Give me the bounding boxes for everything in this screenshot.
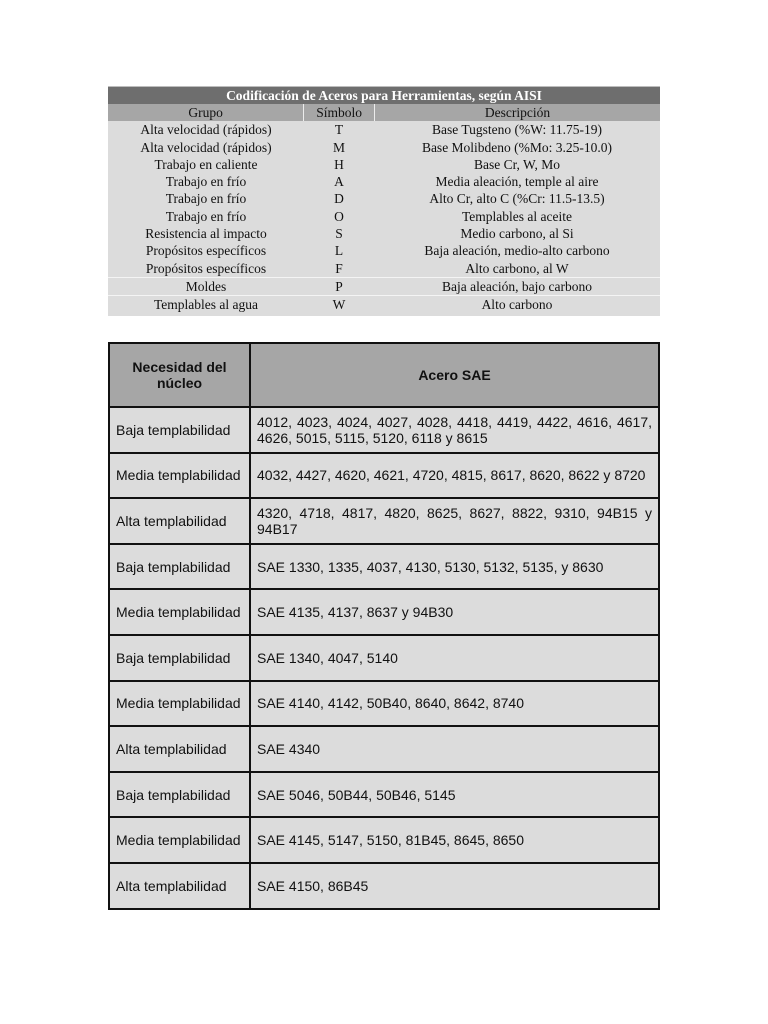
aisi-cell-description: Base Molibdeno (%Mo: 3.25-10.0) bbox=[421, 139, 613, 155]
sae-cell-hardenability: Alta templabilidad bbox=[109, 498, 250, 544]
aisi-table-title: Codificación de Aceros para Herramientas, según AISI bbox=[108, 86, 660, 104]
aisi-row bbox=[108, 260, 660, 277]
sae-cell-hardenability: Baja templabilidad bbox=[109, 407, 250, 453]
sae-row bbox=[109, 589, 659, 635]
aisi-row bbox=[108, 208, 660, 225]
sae-cell-hardenability: Alta templabilidad bbox=[109, 726, 250, 772]
aisi-cell-symbol: W bbox=[332, 297, 346, 313]
sae-cell-steels: SAE 4145, 5147, 5150, 81B45, 8645, 8650 bbox=[250, 817, 659, 863]
aisi-cell-symbol: F bbox=[335, 260, 343, 276]
aisi-cell-symbol: M bbox=[332, 139, 345, 155]
sae-cell-hardenability: Media templabilidad bbox=[109, 453, 250, 499]
aisi-cell-description: Medio carbono, al Si bbox=[460, 226, 574, 242]
aisi-cell-group: Propósitos específicos bbox=[145, 260, 267, 276]
sae-header-row bbox=[109, 343, 659, 407]
sae-cell-hardenability: Alta templabilidad bbox=[109, 863, 250, 909]
aisi-cell-group: Trabajo en frío bbox=[165, 191, 247, 207]
aisi-row bbox=[108, 242, 660, 259]
sae-cell-hardenability: Media templabilidad bbox=[109, 681, 250, 727]
sae-row bbox=[109, 772, 659, 818]
aisi-cell-group: Resistencia al impacto bbox=[145, 226, 267, 242]
aisi-cell-group: Trabajo en frío bbox=[165, 174, 247, 190]
aisi-tool-steel-table bbox=[108, 86, 660, 316]
sae-steel-table bbox=[108, 342, 660, 910]
aisi-cell-symbol: A bbox=[334, 174, 344, 190]
sae-header-steel: Acero SAE bbox=[250, 343, 659, 407]
aisi-row bbox=[108, 121, 660, 138]
aisi-header-group: Grupo bbox=[188, 105, 223, 120]
sae-row bbox=[109, 544, 659, 590]
sae-cell-hardenability: Media templabilidad bbox=[109, 817, 250, 863]
sae-row bbox=[109, 635, 659, 681]
aisi-cell-symbol: P bbox=[335, 278, 343, 294]
sae-row bbox=[109, 498, 659, 544]
sae-cell-steels: 4032, 4427, 4620, 4621, 4720, 4815, 8617, 8620, 8622 y 8720 bbox=[250, 453, 659, 499]
sae-cell-hardenability: Media templabilidad bbox=[109, 589, 250, 635]
aisi-cell-description: Templables al aceite bbox=[462, 208, 572, 224]
sae-cell-steels: SAE 4140, 4142, 50B40, 8640, 8642, 8740 bbox=[250, 681, 659, 727]
aisi-cell-description: Base Cr, W, Mo bbox=[473, 156, 561, 172]
sae-cell-hardenability: Baja templabilidad bbox=[109, 544, 250, 590]
aisi-cell-symbol: O bbox=[334, 208, 344, 224]
aisi-cell-group: Moldes bbox=[185, 278, 227, 294]
sae-cell-hardenability: Baja templabilidad bbox=[109, 635, 250, 681]
sae-row bbox=[109, 817, 659, 863]
aisi-cell-description: Media aleación, temple al aire bbox=[435, 174, 599, 190]
aisi-cell-group: Trabajo en caliente bbox=[154, 156, 258, 172]
aisi-row bbox=[108, 190, 660, 207]
aisi-cell-description: Alto carbono bbox=[481, 297, 553, 313]
sae-row bbox=[109, 863, 659, 909]
sae-row bbox=[109, 681, 659, 727]
aisi-cell-symbol: D bbox=[334, 191, 344, 207]
aisi-row bbox=[108, 225, 660, 242]
aisi-row bbox=[108, 156, 660, 173]
sae-cell-steels: SAE 5046, 50B44, 50B46, 5145 bbox=[250, 772, 659, 818]
aisi-header-description: Descripción bbox=[484, 105, 551, 120]
aisi-row bbox=[108, 295, 660, 313]
aisi-cell-group: Propósitos específicos bbox=[145, 243, 267, 259]
aisi-row bbox=[108, 277, 660, 295]
aisi-cell-description: Alto Cr, alto C (%Cr: 11.5-13.5) bbox=[429, 191, 605, 207]
aisi-header-row bbox=[108, 104, 660, 121]
sae-cell-hardenability: Baja templabilidad bbox=[109, 772, 250, 818]
sae-row bbox=[109, 407, 659, 453]
aisi-cell-symbol: S bbox=[335, 226, 343, 242]
sae-cell-steels: 4320, 4718, 4817, 4820, 8625, 8627, 8822, 9310, 94B15 y 94B17 bbox=[250, 498, 659, 544]
sae-cell-steels: SAE 4135, 4137, 8637 y 94B30 bbox=[250, 589, 659, 635]
aisi-cell-group: Alta velocidad (rápidos) bbox=[140, 122, 272, 138]
sae-cell-steels: SAE 1340, 4047, 5140 bbox=[250, 635, 659, 681]
sae-cell-steels: SAE 4150, 86B45 bbox=[250, 863, 659, 909]
aisi-cell-description: Baja aleación, medio-alto carbono bbox=[424, 243, 610, 259]
sae-header-core-need: Necesidad del núcleo bbox=[109, 343, 250, 407]
aisi-cell-symbol: L bbox=[334, 243, 344, 259]
aisi-cell-description: Baja aleación, bajo carbono bbox=[442, 278, 592, 294]
aisi-row bbox=[108, 139, 660, 156]
aisi-cell-description: Alto carbono, al W bbox=[465, 260, 569, 276]
sae-cell-steels: SAE 1330, 1335, 4037, 4130, 5130, 5132, 5135, y 8630 bbox=[250, 544, 659, 590]
aisi-cell-group: Trabajo en frío bbox=[165, 208, 247, 224]
aisi-cell-group: Templables al agua bbox=[153, 297, 258, 313]
aisi-cell-group: Alta velocidad (rápidos) bbox=[140, 139, 272, 155]
sae-row bbox=[109, 453, 659, 499]
aisi-row bbox=[108, 173, 660, 190]
aisi-cell-description: Base Tugsteno (%W: 11.75-19) bbox=[432, 122, 602, 138]
aisi-cell-symbol: T bbox=[334, 122, 344, 138]
sae-cell-steels: SAE 4340 bbox=[250, 726, 659, 772]
aisi-cell-symbol: H bbox=[334, 156, 344, 172]
sae-row bbox=[109, 726, 659, 772]
sae-cell-steels: 4012, 4023, 4024, 4027, 4028, 4418, 4419, 4422, 4616, 4617, 4626, 5015, 5115, 5120, 6118 y 8615 bbox=[250, 407, 659, 453]
aisi-header-symbol: Símbolo bbox=[303, 104, 375, 121]
